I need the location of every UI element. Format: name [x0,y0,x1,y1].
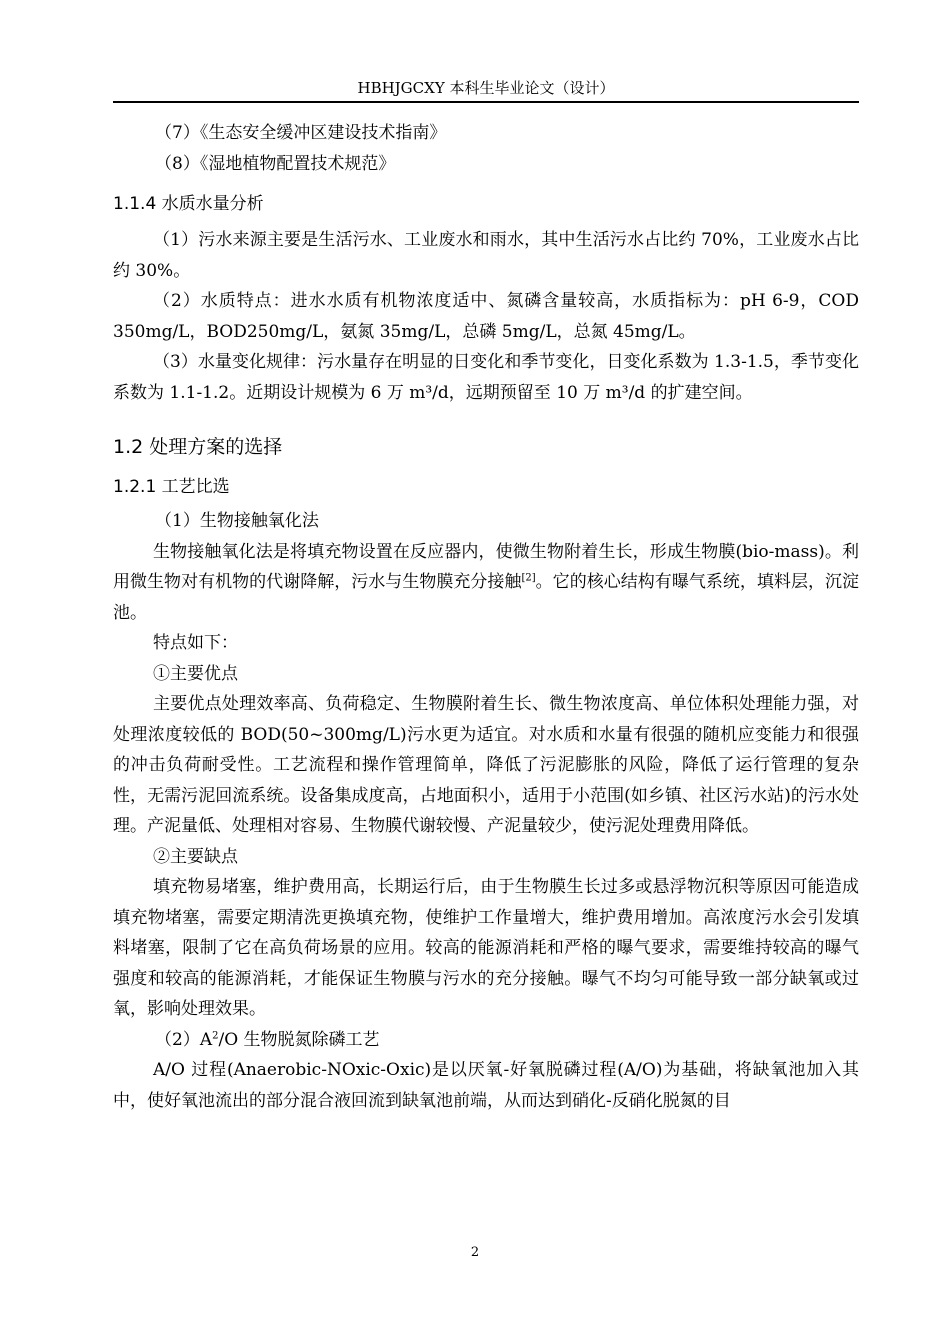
paragraph: 填充物易堵塞，维护费用高，长期运行后，由于生物膜生长过多或悬浮物沉积等原因可能造成填充物堵塞，需要定期清洗更换填充物，使维护工作量增大，维护费用增加。高浓度污水会引发填料堵塞，限制了它在高负荷场景的应用。较高的能源消耗和严格的曝气要求，需要维持较高的曝气强度和较高的能源消耗，才能保证生物膜与污水的充分接触。曝气不均匀可能导致一部分缺氧或过氧，影响处理效果。 [113,877,859,1019]
citation-ref: [2] [521,572,536,584]
paragraph: A/O 过程(Anaerobic-NOxic-Oxic)是以厌氧-好氧脱磷过程(A/O)为基础，将缺氧池加入其中，使好氧池流出的部分混合液回流到缺氧池前端，从而达到硝化-反硝化脱氮的目 [113,1060,859,1111]
text-run: 。它的核心结构有曝气系统，填料层，沉淀池。 [113,572,860,623]
paragraph: 主要优点处理效率高、负荷稳定、生物膜附着生长、微生物浓度高、单位体积处理能力强，对处理浓度较低的 BOD(50~300mg/L)污水更为适宜。对水质和水量有很强的随机应变能力和很强的冲击负荷耐受性。工艺流程和操作管理简单，降低了污泥膨胀的风险，降低了运行管理的复杂性，无需污泥回流系统。设备集成度高，占地面积小，适用于小范围(如乡镇、社区污水站)的污水处理。产泥量低、处理相对容易、生物膜代谢较慢、产泥量较少，使污泥处理费用降低。 [113,694,859,836]
subheading-disadvantages: ②主要缺点 [153,846,238,867]
section-heading-1-2-1: 1.2.1 工艺比选 [113,477,230,497]
paragraph: 特点如下： [153,633,238,653]
header-rule [113,101,859,103]
section-heading-1-2: 1.2 处理方案的选择 [113,436,283,458]
page-header: HBHJGCXY 本科生毕业论文（设计） [357,79,615,97]
paragraph: （1）污水来源主要是生活污水、工业废水和雨水，其中生活污水占比约 70%，工业废水占比约 30%。 [113,230,859,281]
text-run: （2）A [155,1029,213,1050]
paragraph: （2）水质特点：进水水质有机物浓度适中、氮磷含量较高，水质指标为：pH 6-9，COD 350mg/L，BOD250mg/L，氨氮 35mg/L，总磷 5mg/L，总氮 45mg/L。 [113,291,859,342]
paragraph: （3）水量变化规律：污水量存在明显的日变化和季节变化，日变化系数为 1.3-1.5，季节变化系数为 1.1-1.2。近期设计规模为 6 万 m³/d，远期预留至 10 万 m³/d 的扩建空间。 [113,352,859,403]
reference-item: （7）《生态安全缓冲区建设技术指南》 [155,123,447,143]
subheading-advantages: ①主要优点 [153,663,238,684]
text-run: /O 生物脱氮除磷工艺 [218,1029,380,1050]
paragraph [113,537,859,629]
list-item: （1）生物接触氧化法 [155,511,319,531]
page-number: 2 [470,1245,480,1260]
superscript: 2 [212,1029,219,1041]
section-heading-1-1-4: 1.1.4 水质水量分析 [113,194,264,214]
reference-item: （8）《湿地植物配置技术规范》 [155,153,396,174]
text-run: 生物接触氧化法是将填充物设置在反应器内，使微生物附着生长，形成生物膜(bio-mass)。利用微生物对有机物的代谢降解，污水与生物膜充分接触 [113,541,859,592]
page-content [113,118,859,1116]
list-item [113,1025,859,1056]
